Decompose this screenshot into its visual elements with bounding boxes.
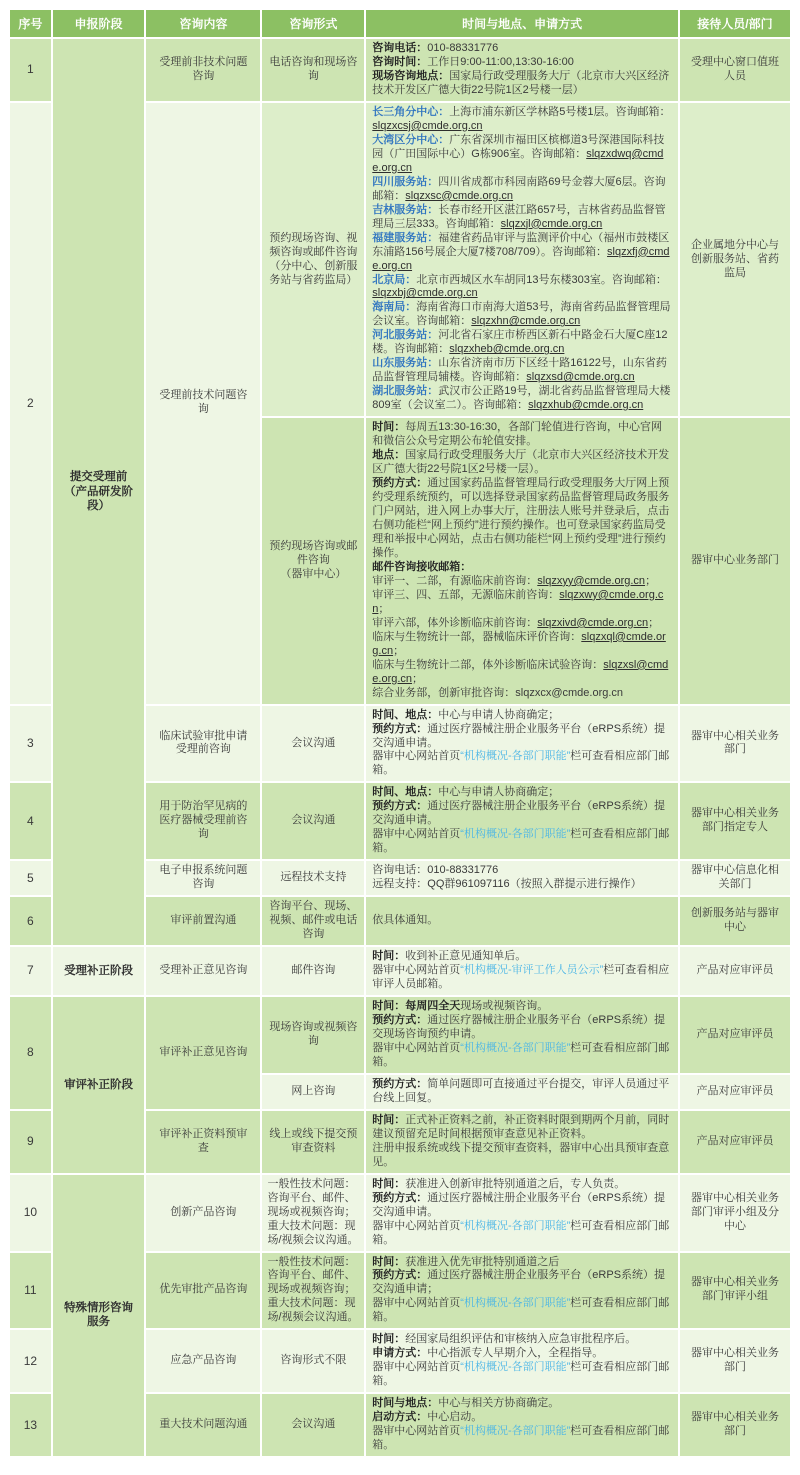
table-row-9 — [10, 997, 790, 1073]
cell-row11-num: 9 — [10, 1111, 51, 1173]
cell-row2-form: 预约现场咨询、视频咨询或邮件咨询（分中心、创新服务站与省药监局） — [262, 103, 364, 416]
site-nav-reference: “机构概况-各部门职能” — [460, 1425, 571, 1438]
bold-label: 时间、地点： — [372, 786, 439, 799]
cell-row3-time — [366, 418, 678, 703]
cell-row1-time — [366, 39, 678, 101]
header-col-content: 咨询内容 — [146, 10, 260, 37]
email-link[interactable]: slqzxivd@cmde.org.cn — [537, 616, 649, 629]
text-line — [372, 1114, 672, 1142]
text-segment: 器审中心网站首页 — [372, 1425, 461, 1438]
cell-row10-dept: 产品对应审评员 — [680, 1075, 790, 1109]
text-segment: 每周五13:30-16:30，各部门轮值进行咨询，中心官网和微信公众号定期公布轮值安排。 — [372, 421, 663, 448]
cell-row12-form — [262, 1175, 364, 1251]
bold-label: 申请方式： — [372, 1347, 428, 1360]
site-nav-reference: “机构概况-各部门职能” — [460, 1297, 571, 1310]
text-line — [372, 878, 672, 892]
email-link[interactable]: slqzxsd@cmde.org.cn — [526, 371, 635, 384]
cell-row12-time — [366, 1175, 678, 1251]
text-segment: 海南省海口市南海大道53号，海南省药品监督管理局会议室。咨询邮箱： — [372, 301, 671, 328]
bold-label: 时间： — [372, 1177, 406, 1190]
text-line — [372, 617, 672, 631]
cell-row12-dept: 器审中心相关业务部门审评小组及分中心 — [680, 1175, 790, 1251]
text-line — [372, 723, 672, 751]
bold-label: 咨询电话： — [372, 42, 428, 54]
text-segment: 通过医疗器械注册企业服务平台（eRPS系统）提交沟通申请。 — [372, 1191, 666, 1218]
cell-row13-time — [366, 1253, 678, 1329]
text-segment: 通过国家药品监督管理局行政受理服务大厅网上预约受理系统预约，可以选择登录国家药品监督管理局政务服务门户网站，进入网上办事大厅，注册法人账号并登录后，点击右侧功能栏“网上预约”进行预约操作。也可登录国家药监局受理和举报中心网站，点击右侧功能栏“网上预约受理”进行预约操作。 — [372, 477, 670, 559]
text-line — [372, 575, 672, 589]
text-line — [267, 1178, 359, 1220]
text-line — [372, 1014, 672, 1042]
text-line — [372, 329, 672, 357]
text-line — [372, 1042, 672, 1070]
text-line — [267, 568, 359, 582]
text-segment: 收到补正意见通知单后。 — [405, 950, 527, 963]
bold-label: 咨询时间： — [372, 55, 428, 68]
bold-label: 时间：每周四全天 — [372, 1000, 461, 1012]
station-name: 大湾区分中心： — [372, 133, 450, 146]
station-name: 吉林服务站： — [372, 203, 439, 216]
cell-row4-time — [366, 706, 678, 782]
cell-row5-num: 4 — [10, 783, 51, 859]
text-line — [372, 70, 672, 98]
cell-row4-dept: 器审中心相关业务部门 — [680, 706, 790, 782]
text-segment: 中心与申请人协商确定； — [438, 708, 560, 721]
text-segment: ； — [412, 672, 424, 685]
text-line — [267, 1220, 359, 1248]
bold-label: 预约方式： — [372, 1269, 428, 1282]
text-segment: 一般性技术问题：咨询平台、邮件、现场或视频咨询； — [267, 1177, 356, 1218]
header-col-time-method: 时间与地点、申请方式 — [366, 10, 678, 37]
cell-row2-dept: 企业属地分中心与创新服务站、省药监局 — [680, 103, 790, 416]
text-segment: 临床与生物统计一部，器械临床评价咨询： — [372, 630, 582, 643]
email-link[interactable]: slqzxwy@cmde.org.cn — [372, 588, 664, 615]
cell-row14-dept: 器审中心相关业务部门 — [680, 1330, 790, 1392]
text-segment: 栏可查看相应部门邮箱。 — [372, 828, 670, 855]
text-segment: 预约现场咨询或邮件咨询 — [269, 539, 358, 566]
text-segment: 栏可查看相应部门邮箱。 — [372, 1219, 670, 1246]
bold-label: 邮件咨询接收邮箱： — [372, 560, 472, 573]
text-segment: ； — [378, 602, 390, 615]
cell-row11-time — [366, 1111, 678, 1173]
text-segment: 010-88331776 — [427, 42, 499, 54]
cell-row9-num: 8 — [10, 997, 51, 1109]
text-segment: 国家局行政受理服务大厅（北京市大兴区经济技术开发区广德大街22号院1区2号楼一层） — [372, 69, 670, 96]
text-line — [372, 385, 672, 413]
cell-row10-form: 网上咨询 — [262, 1075, 364, 1109]
text-segment: 中心与相关方协商确定。 — [438, 1397, 560, 1410]
text-segment: 栏可查看相应部门邮箱。 — [372, 1041, 670, 1068]
text-line — [372, 1078, 672, 1106]
text-segment: 栏可查看相应部门邮箱。 — [372, 1425, 670, 1452]
text-segment: 栏可查看相应部门邮箱。 — [372, 1297, 670, 1324]
table-row-12 — [10, 1175, 790, 1251]
text-line — [372, 56, 672, 70]
text-segment: 一般性技术问题：咨询平台、邮件、现场或视频咨询； — [267, 1255, 356, 1296]
text-segment: ； — [645, 574, 657, 587]
cell-row8-content: 受理补正意见咨询 — [146, 947, 260, 995]
station-name: 四川服务站： — [372, 175, 439, 188]
bold-label: 时间： — [372, 1255, 406, 1268]
text-segment: 审评六部，体外诊断临床前咨询： — [372, 616, 538, 629]
station-name: 山东服务站： — [372, 357, 439, 370]
cell-row14-content: 应急产品咨询 — [146, 1330, 260, 1392]
cell-row9-time — [366, 997, 678, 1073]
bold-label: 时间： — [372, 950, 406, 963]
text-line — [372, 1142, 672, 1170]
bold-label: 预约方式： — [372, 722, 428, 735]
site-nav-reference: “机构概况-各部门职能” — [460, 750, 571, 763]
station-name: 湖北服务站： — [372, 385, 439, 398]
text-segment: 武汉市公正路19号，湖北省药品监督管理局大楼809室（会议室二）。咨询邮箱： — [372, 385, 671, 412]
cell-row15-time — [366, 1394, 678, 1456]
header-col-staff: 接待人员/部门 — [680, 10, 790, 37]
text-segment: 山东省济南市历下区经十路16122号，山东省药品监督管理局辅楼。咨询邮箱： — [372, 357, 667, 384]
cell-row6-dept: 器审中心信息化相关部门 — [680, 861, 790, 895]
text-line — [372, 1411, 672, 1425]
text-line — [372, 950, 672, 964]
text-segment: 综合业务部，创新审批咨询：slqzxcx@cmde.org.cn — [372, 686, 624, 699]
cell-row3-dept: 器审中心业务部门 — [680, 418, 790, 703]
cell-row14-num: 12 — [10, 1330, 51, 1392]
text-segment: 工作日9:00-11:00,13:30-16:00 — [427, 55, 574, 68]
station-name: 福建服务站： — [372, 231, 439, 244]
text-line — [372, 687, 672, 701]
cell-row1-dept: 受理中心窗口值班人员 — [680, 39, 790, 101]
table-row-8 — [10, 947, 790, 995]
email-link[interactable]: slqzxcsj@cmde.org.cn — [372, 119, 483, 132]
text-line — [267, 1297, 359, 1325]
site-nav-reference: “机构概况-各部门职能” — [460, 1041, 571, 1054]
cell-row8-form: 邮件咨询 — [262, 947, 364, 995]
text-segment: 通过医疗器械注册企业服务平台（eRPS系统）提交沟通申请； — [372, 1269, 666, 1296]
email-link[interactable]: slqzxql@cmde.org.cn — [372, 630, 666, 657]
text-segment: 器审中心网站首页 — [372, 964, 461, 977]
text-line — [372, 659, 672, 687]
text-line — [372, 828, 672, 856]
text-segment: 远程支持：QQ群961097116（按照入群提示进行操作） — [372, 878, 642, 891]
cell-row15-num: 13 — [10, 1394, 51, 1456]
text-segment: 临床与生物统计二部，体外诊断临床试验咨询： — [372, 658, 604, 671]
cell-row7-num: 6 — [10, 897, 51, 945]
bold-label: 预约方式： — [372, 1013, 428, 1026]
header-col-form: 咨询形式 — [262, 10, 364, 37]
text-line — [372, 274, 672, 302]
email-link[interactable]: slqzxhn@cmde.org.cn — [471, 315, 581, 328]
cell-row15-form: 会议沟通 — [262, 1394, 364, 1456]
email-link[interactable]: slqzxhub@cmde.org.cn — [528, 399, 644, 412]
cell-row2-time — [366, 103, 678, 416]
text-segment: 依具体通知。 — [372, 914, 439, 927]
text-segment: 正式补正资料之前，补正资料时限到期两个月前，同时建议预留充足时间根据预审查意见补正资料。 — [372, 1113, 670, 1140]
text-segment: 注册申报系统或线下提交预审查资料，器审中心出具预审查意见。 — [372, 1141, 670, 1168]
text-line — [372, 176, 672, 204]
text-segment: 通过医疗器械注册企业服务平台（eRPS系统）提交现场咨询预约申请。 — [372, 1013, 666, 1040]
cell-row9-dept: 产品对应审评员 — [680, 997, 790, 1073]
site-nav-reference: “机构概况-审评工作人员公示” — [460, 964, 604, 977]
text-line — [372, 1347, 672, 1361]
cell-row8-stage: 受理补正阶段 — [53, 947, 145, 995]
text-segment: 通过医疗器械注册企业服务平台（eRPS系统）提交沟通申请。 — [372, 722, 666, 749]
text-segment: 中心与申请人协商确定； — [438, 786, 560, 799]
cell-row10-time — [366, 1075, 678, 1109]
cell-row5-content: 用于防治罕见病的医疗器械受理前咨询 — [146, 783, 260, 859]
cell-row5-dept: 器审中心相关业务部门指定专人 — [680, 783, 790, 859]
text-segment: 器审中心网站首页 — [372, 1219, 461, 1232]
text-segment: 审评一、二部，有源临床前咨询： — [372, 574, 538, 587]
email-link[interactable]: slqzxsl@cmde.org.cn — [372, 658, 669, 685]
cell-row12-num: 10 — [10, 1175, 51, 1251]
text-line — [372, 914, 672, 928]
text-segment: 获准进入创新审批特别通道之后，专人负责。 — [405, 1177, 626, 1190]
text-segment: 栏可查看相应部门邮箱。 — [372, 750, 670, 777]
text-segment: 重大技术问题：现场/视频会议沟通。 — [267, 1219, 359, 1246]
cell-row1-content: 受理前非技术问题咨询 — [146, 39, 260, 101]
cell-row15-content: 重大技术问题沟通 — [146, 1394, 260, 1456]
text-segment: 栏可查看相应审评人员邮箱。 — [372, 964, 670, 991]
cell-row6-content: 电子申报系统问题咨询 — [146, 861, 260, 895]
cell-row11-dept: 产品对应审评员 — [680, 1111, 790, 1173]
email-link[interactable]: slqzxdwq@cmde.org.cn — [372, 147, 664, 174]
cell-row14-time — [366, 1330, 678, 1392]
text-line — [372, 864, 672, 878]
text-line — [372, 709, 672, 723]
email-link[interactable]: slqzxfj@cmde.org.cn — [372, 245, 670, 272]
cell-row4-form: 会议沟通 — [262, 706, 364, 782]
email-link[interactable]: slqzxbj@cmde.org.cn — [372, 287, 478, 300]
cell-row1-stage: 提交受理前（产品研发阶段） — [53, 39, 145, 945]
table-header-row — [10, 10, 790, 37]
text-segment: 广东省深圳市福田区槟榔道3号深港国际科技园（广田国际中心）G栋906室。咨询邮箱： — [372, 133, 665, 160]
text-segment: 国家局行政受理服务大厅（北京市大兴区经济技术开发区广德大街22号院1区2号楼一层）。 — [372, 449, 670, 476]
cell-row8-dept: 产品对应审评员 — [680, 947, 790, 995]
cell-row4-num: 3 — [10, 706, 51, 782]
text-line — [372, 561, 672, 575]
text-line — [372, 786, 672, 800]
cell-row6-num: 5 — [10, 861, 51, 895]
text-segment: 栏可查看相应部门邮箱。 — [372, 1361, 670, 1388]
cell-row1-form: 电话咨询和现场咨询 — [262, 39, 364, 101]
station-name: 海南局： — [372, 301, 417, 314]
text-segment: 简单问题即可直接通过平台提交，审评人员通过平台线上回复。 — [372, 1077, 670, 1104]
text-segment: 审评三、四、五部，无源临床前咨询： — [372, 588, 560, 601]
cell-row13-dept: 器审中心相关业务部门审评小组 — [680, 1253, 790, 1329]
text-segment: 咨询电话：010-88331776 — [372, 864, 499, 877]
bold-label: 现场咨询地点： — [372, 69, 450, 82]
text-segment: 上海市浦东新区学林路5号楼1层。咨询邮箱： — [449, 105, 671, 118]
text-line — [372, 106, 672, 134]
site-nav-reference: “机构概况-各部门职能” — [460, 1361, 571, 1374]
cell-row4-content: 临床试验审批申请受理前咨询 — [146, 706, 260, 782]
cell-row9-content: 审评补正意见咨询 — [146, 997, 260, 1109]
bold-label: 启动方式： — [372, 1411, 428, 1424]
cell-row7-content: 审评前置沟通 — [146, 897, 260, 945]
text-line — [372, 1192, 672, 1220]
text-segment: 北京市西城区水车胡同13号东楼303室。咨询邮箱： — [416, 273, 667, 286]
cell-row12-content: 创新产品咨询 — [146, 1175, 260, 1251]
text-segment: 经国家局组织评估和审核纳入应急审批程序后。 — [405, 1333, 637, 1346]
text-segment: 器审中心网站首页 — [372, 1297, 461, 1310]
text-line — [372, 1000, 672, 1014]
text-segment: 器审中心网站首页 — [372, 828, 461, 841]
text-line — [372, 1425, 672, 1453]
text-segment: 四川省成都市科园南路69号金蓉大厦6层。咨询邮箱： — [372, 175, 666, 202]
text-segment: 中心指派专人早期介入，全程指导。 — [427, 1347, 604, 1360]
text-line — [372, 1269, 672, 1297]
text-line — [372, 1297, 672, 1325]
bold-label: 时间与地点： — [372, 1397, 439, 1410]
site-nav-reference: “机构概况-各部门职能” — [460, 1219, 571, 1232]
text-line — [372, 42, 672, 56]
text-segment: （器审中心） — [280, 567, 347, 580]
cell-row11-form: 线上或线下提交预审查资料 — [262, 1111, 364, 1173]
cell-row13-content: 优先审批产品咨询 — [146, 1253, 260, 1329]
text-line — [372, 357, 672, 385]
text-segment: 福建省药品审评与监测评价中心（福州市鼓楼区东浦路156号展企大厦7楼708/709）。咨询邮箱： — [372, 231, 670, 258]
cell-row3-form — [262, 418, 364, 703]
text-segment: 长春市经开区湛江路657号，吉林省药品监督管理局三层333。咨询邮箱： — [372, 203, 666, 230]
text-segment: 河北省石家庄市桥西区新石中路金石大厦C座12楼。咨询邮箱： — [372, 329, 668, 356]
station-name: 北京局： — [372, 273, 417, 286]
cell-row13-form — [262, 1253, 364, 1329]
cell-row7-time — [366, 897, 678, 945]
text-segment: 器审中心网站首页 — [372, 1361, 461, 1374]
cell-row14-form: 咨询形式不限 — [262, 1330, 364, 1392]
text-line — [267, 1256, 359, 1298]
text-line — [372, 589, 672, 617]
text-line — [372, 1397, 672, 1411]
bold-label: 时间： — [372, 421, 406, 434]
cell-row5-time — [366, 783, 678, 859]
station-name: 长三角分中心： — [372, 105, 450, 118]
cell-row6-time — [366, 861, 678, 895]
bold-label: 地点： — [372, 449, 406, 462]
text-line — [372, 1333, 672, 1347]
cell-row5-form: 会议沟通 — [262, 783, 364, 859]
bold-label: 预约方式： — [372, 800, 428, 813]
cell-row7-form: 咨询平台、现场、视频、邮件或电话咨询 — [262, 897, 364, 945]
bold-label: 时间、地点： — [372, 708, 439, 721]
text-segment: 获准进入优先审批特别通道之后 — [405, 1255, 560, 1268]
site-nav-reference: “机构概况-各部门职能” — [460, 828, 571, 841]
text-line — [372, 134, 672, 176]
bold-label: 时间： — [372, 1113, 406, 1126]
text-line — [372, 204, 672, 232]
text-line — [372, 421, 672, 449]
cell-row8-time — [366, 947, 678, 995]
email-link[interactable]: slqzxjl@cmde.org.cn — [500, 217, 603, 230]
text-line — [372, 750, 672, 778]
text-line — [372, 964, 672, 992]
text-segment: ； — [393, 644, 405, 657]
text-segment: 现场或视频咨询。 — [460, 1000, 549, 1012]
text-segment: 中心启动。 — [427, 1411, 483, 1424]
cell-row12-stage: 特殊情形咨询服务 — [53, 1175, 145, 1456]
text-line — [372, 1178, 672, 1192]
station-name: 河北服务站： — [372, 329, 439, 342]
text-line — [267, 540, 359, 568]
cell-row15-dept: 器审中心相关业务部门 — [680, 1394, 790, 1456]
table-row-1 — [10, 39, 790, 101]
text-line — [372, 301, 672, 329]
email-link[interactable]: slqzxsc@cmde.org.cn — [405, 189, 514, 202]
bold-label: 预约方式： — [372, 477, 428, 490]
text-line — [372, 800, 672, 828]
text-line — [372, 1256, 672, 1270]
consultation-table — [8, 8, 792, 1458]
text-line — [372, 1220, 672, 1248]
cell-row13-num: 11 — [10, 1253, 51, 1329]
bold-label: 时间： — [372, 1333, 406, 1346]
text-line — [372, 1361, 672, 1389]
text-segment: 通过医疗器械注册企业服务平台（eRPS系统）提交沟通申请。 — [372, 800, 666, 827]
text-segment: 器审中心网站首页 — [372, 750, 461, 763]
cell-row7-dept: 创新服务站与器审中心 — [680, 897, 790, 945]
bold-label: 预约方式： — [372, 1077, 428, 1090]
text-line — [372, 232, 672, 274]
text-segment: 重大技术问题：现场/视频会议沟通。 — [267, 1297, 359, 1324]
cell-row9-stage: 审评补正阶段 — [53, 997, 145, 1173]
bold-label: 预约方式： — [372, 1191, 428, 1204]
text-segment: ； — [648, 616, 660, 629]
email-link[interactable]: slqzxyy@cmde.org.cn — [537, 574, 646, 587]
text-line — [372, 631, 672, 659]
text-line — [372, 449, 672, 477]
cell-row1-num: 1 — [10, 39, 51, 101]
text-segment: 器审中心网站首页 — [372, 1041, 461, 1054]
email-link[interactable]: slqzxheb@cmde.org.cn — [449, 343, 565, 356]
cell-row8-num: 7 — [10, 947, 51, 995]
header-col-number: 序号 — [10, 10, 51, 37]
text-line — [372, 477, 672, 561]
cell-row2-content: 受理前技术问题咨询 — [146, 103, 260, 704]
cell-row9-form: 现场咨询或视频咨询 — [262, 997, 364, 1073]
cell-row11-content: 审评补正资料预审查 — [146, 1111, 260, 1173]
cell-row6-form: 远程技术支持 — [262, 861, 364, 895]
cell-row2-num: 2 — [10, 103, 51, 704]
header-col-stage: 申报阶段 — [53, 10, 145, 37]
